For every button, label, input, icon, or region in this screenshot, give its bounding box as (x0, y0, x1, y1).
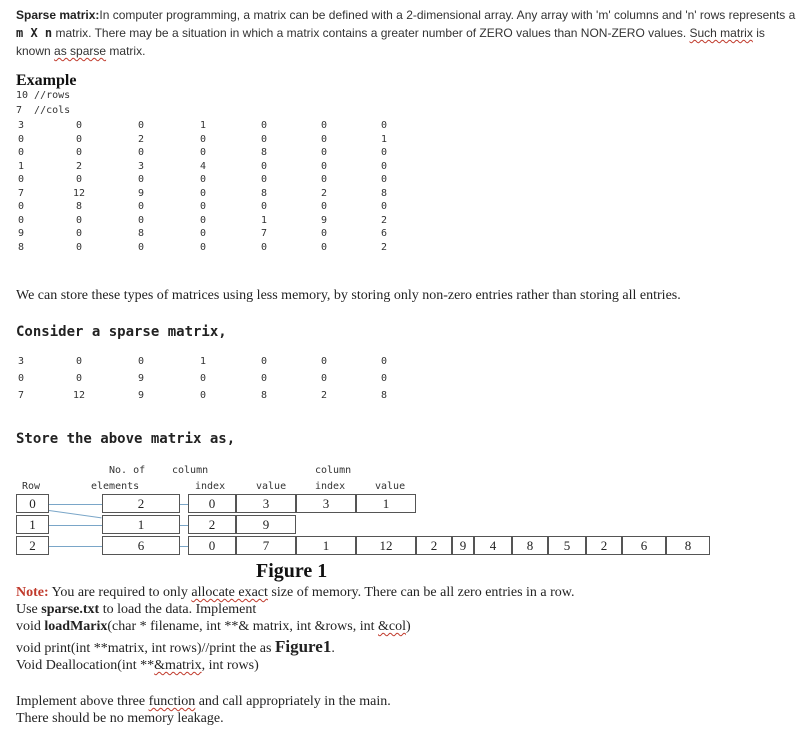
matrix-cell: 0 (17, 214, 25, 226)
matrix-cell: 7 (17, 187, 25, 199)
matrix-cell: 0 (17, 133, 25, 145)
note-line-1: Note: You are required to only allocate exact size of memory. There can be all zero entries in a row. (16, 585, 575, 600)
row-index-0: 0 (16, 494, 49, 513)
matrix-cell: 0 (75, 228, 83, 239)
matrix-cell: 0 (380, 120, 388, 131)
matrix-cell: 8 (380, 390, 388, 401)
note-block (16, 584, 575, 727)
matrix-cell: 9 (137, 187, 145, 199)
matrix-cell: 2 (380, 214, 388, 226)
matrix-cell: 1 (260, 214, 268, 226)
intro-mxn: m X n (16, 26, 53, 40)
matrix-cell: 1 (380, 133, 388, 145)
store-heading: Store the above matrix as, (16, 431, 236, 447)
row-index-1: 1 (16, 515, 49, 534)
matrix-cell: 9 (137, 373, 145, 384)
row0-cell: 1 (356, 494, 416, 513)
matrix-cell: 0 (137, 201, 145, 212)
matrix-cell: 0 (199, 174, 207, 185)
matrix-cell: 1 (199, 120, 207, 131)
matrix-cell: 0 (137, 174, 145, 185)
matrix-cell: 0 (320, 241, 328, 253)
matrix-cell: 0 (199, 133, 207, 145)
note-line-5: Void Deallocation(int **&matrix, int rows) (16, 658, 259, 673)
connector-line (180, 546, 188, 547)
matrix-cell: 0 (137, 147, 145, 158)
matrix-cell: 8 (260, 147, 268, 158)
matrix-cell: 0 (199, 373, 207, 384)
matrix-cell: 0 (75, 120, 83, 131)
matrix-cell: 0 (320, 373, 328, 384)
matrix-cell: 8 (260, 390, 268, 401)
count-cell-2: 6 (102, 536, 180, 555)
matrix-cell: 0 (320, 201, 328, 212)
header-no-of: No. of (109, 465, 146, 476)
header-column: column (172, 465, 209, 476)
matrix-cell: 0 (320, 133, 328, 145)
note-line-6: Implement above three function and call appropriately in the main. (16, 694, 391, 709)
note-line-3: void loadMarix(char * filename, int **& matrix, int &rows, int &col) (16, 619, 411, 634)
matrix-cell: 2 (137, 133, 145, 145)
matrix-cell: 0 (75, 133, 83, 145)
matrix-cell: 8 (17, 241, 25, 253)
matrix-cell: 0 (260, 174, 268, 185)
row2-cell: 6 (622, 536, 666, 555)
row0-cell: 0 (188, 494, 236, 513)
storage-paragraph: We can store these types of matrices using less memory, by storing only non-zero entries rather than storing all entries. (16, 288, 681, 303)
matrix-cell: 0 (137, 120, 145, 131)
matrix-cell: 0 (380, 201, 388, 212)
matrix-cell: 9 (17, 228, 25, 239)
matrix-cell: 6 (380, 228, 388, 239)
row2-cell: 8 (666, 536, 710, 555)
count-cell-0: 2 (102, 494, 180, 513)
matrix-cell: 0 (380, 356, 388, 367)
connector-line (180, 504, 188, 505)
intro-text-2: matrix. There may be a situation in which a matrix contains a greater number of ZERO values than NON-ZERO values. (52, 26, 690, 40)
matrix-cell: 8 (75, 201, 83, 212)
matrix-cell: 0 (137, 214, 145, 226)
rows-line: 10 //rows (16, 90, 71, 101)
connector-line (49, 504, 102, 505)
header-elements: elements (91, 481, 140, 492)
matrix-cell: 4 (199, 160, 207, 172)
header-index: index (195, 481, 226, 492)
connector-line (49, 510, 102, 518)
matrix-cell: 0 (17, 201, 25, 212)
header-value-2: value (375, 481, 406, 492)
matrix-cell: 0 (260, 160, 268, 172)
intro-term: Sparse matrix: (16, 8, 100, 22)
row0-cell: 3 (236, 494, 296, 513)
row-index-2: 2 (16, 536, 49, 555)
matrix-cell: 0 (380, 174, 388, 185)
matrix-cell: 0 (320, 147, 328, 158)
intro-such: Such matrix (689, 26, 753, 40)
matrix-cell: 2 (320, 390, 328, 401)
matrix-cell: 0 (380, 373, 388, 384)
matrix-cell: 0 (75, 214, 83, 226)
matrix-cell: 8 (137, 228, 145, 239)
row2-cell: 1 (296, 536, 356, 555)
matrix-cell: 0 (17, 174, 25, 185)
count-cell-1: 1 (102, 515, 180, 534)
row2-cell: 12 (356, 536, 416, 555)
matrix-cell: 0 (75, 174, 83, 185)
matrix-cell: 0 (320, 356, 328, 367)
matrix-cell: 0 (75, 373, 83, 384)
connector-line (49, 525, 102, 526)
matrix-cell: 7 (260, 228, 268, 239)
row2-cell: 7 (236, 536, 296, 555)
matrix-cell: 0 (75, 241, 83, 253)
row2-cell: 8 (512, 536, 548, 555)
matrix-cell: 12 (72, 390, 86, 401)
row1-cell: 2 (188, 515, 236, 534)
matrix-cell: 0 (137, 356, 145, 367)
intro-as-sparse: as sparse (54, 44, 107, 58)
row2-cell: 9 (452, 536, 474, 555)
matrix-cell: 0 (199, 228, 207, 239)
cols-line: 7 //cols (16, 105, 71, 116)
matrix-cell: 2 (380, 241, 388, 253)
matrix-cell: 0 (320, 160, 328, 172)
note-line-4: void print(int **matrix, int rows)//print the as Figure1. (16, 637, 335, 656)
intro-text-3: is known (16, 26, 765, 58)
intro-text-1: In computer programming, a matrix can be defined with a 2-dimensional array. Any array with 'm' columns and 'n' rows represents a (99, 8, 796, 22)
matrix-cell: 2 (320, 187, 328, 199)
row2-cell: 0 (188, 536, 236, 555)
header-column-2: column (315, 465, 352, 476)
figure-caption: Figure 1 (256, 560, 328, 582)
intro-text-4: matrix. (106, 44, 146, 58)
example-heading: Example (16, 72, 77, 89)
matrix-cell: 0 (320, 174, 328, 185)
matrix-cell: 0 (260, 356, 268, 367)
matrix-cell: 0 (75, 147, 83, 158)
matrix-cell: 0 (75, 356, 83, 367)
matrix-cell: 0 (260, 120, 268, 131)
matrix-cell: 0 (199, 241, 207, 253)
matrix-cell: 1 (199, 356, 207, 367)
matrix-cell: 3 (17, 356, 25, 367)
row2-cell: 2 (586, 536, 622, 555)
matrix-cell: 3 (17, 120, 25, 131)
consider-heading: Consider a sparse matrix, (16, 324, 227, 340)
matrix-cell: 0 (320, 120, 328, 131)
matrix-cell: 1 (17, 160, 25, 172)
matrix-cell: 0 (380, 147, 388, 158)
header-index-2: index (315, 481, 346, 492)
intro-paragraph (16, 6, 796, 60)
matrix-cell: 7 (17, 390, 25, 401)
matrix-cell: 0 (137, 241, 145, 253)
row2-cell: 2 (416, 536, 452, 555)
matrix-cell: 0 (199, 201, 207, 212)
matrix-cell: 9 (320, 214, 328, 226)
note-line-2: Use sparse.txt to load the data. Implement (16, 602, 257, 617)
matrix-cell: 0 (260, 133, 268, 145)
matrix-cell: 9 (137, 390, 145, 401)
matrix-cell: 0 (17, 373, 25, 384)
connector-line (180, 525, 188, 526)
row2-cell: 5 (548, 536, 586, 555)
matrix-cell: 0 (260, 373, 268, 384)
row0-cell: 3 (296, 494, 356, 513)
matrix-cell: 3 (137, 160, 145, 172)
matrix-cell: 0 (260, 241, 268, 253)
matrix-cell: 0 (199, 147, 207, 158)
matrix-cell: 8 (260, 187, 268, 199)
row1-cell: 9 (236, 515, 296, 534)
matrix-cell: 12 (72, 187, 86, 199)
matrix-cell: 0 (17, 147, 25, 158)
matrix-cell: 0 (199, 390, 207, 401)
header-row: Row (22, 481, 41, 492)
header-value: value (256, 481, 287, 492)
matrix-cell: 2 (75, 160, 83, 172)
row2-cell: 4 (474, 536, 512, 555)
connector-line (49, 546, 102, 547)
note-line-7: There should be no memory leakage. (16, 711, 224, 726)
matrix-cell: 0 (320, 228, 328, 239)
matrix-cell: 0 (380, 160, 388, 172)
matrix-cell: 0 (199, 187, 207, 199)
matrix-cell: 8 (380, 187, 388, 199)
matrix-cell: 0 (199, 214, 207, 226)
matrix-cell: 0 (260, 201, 268, 212)
